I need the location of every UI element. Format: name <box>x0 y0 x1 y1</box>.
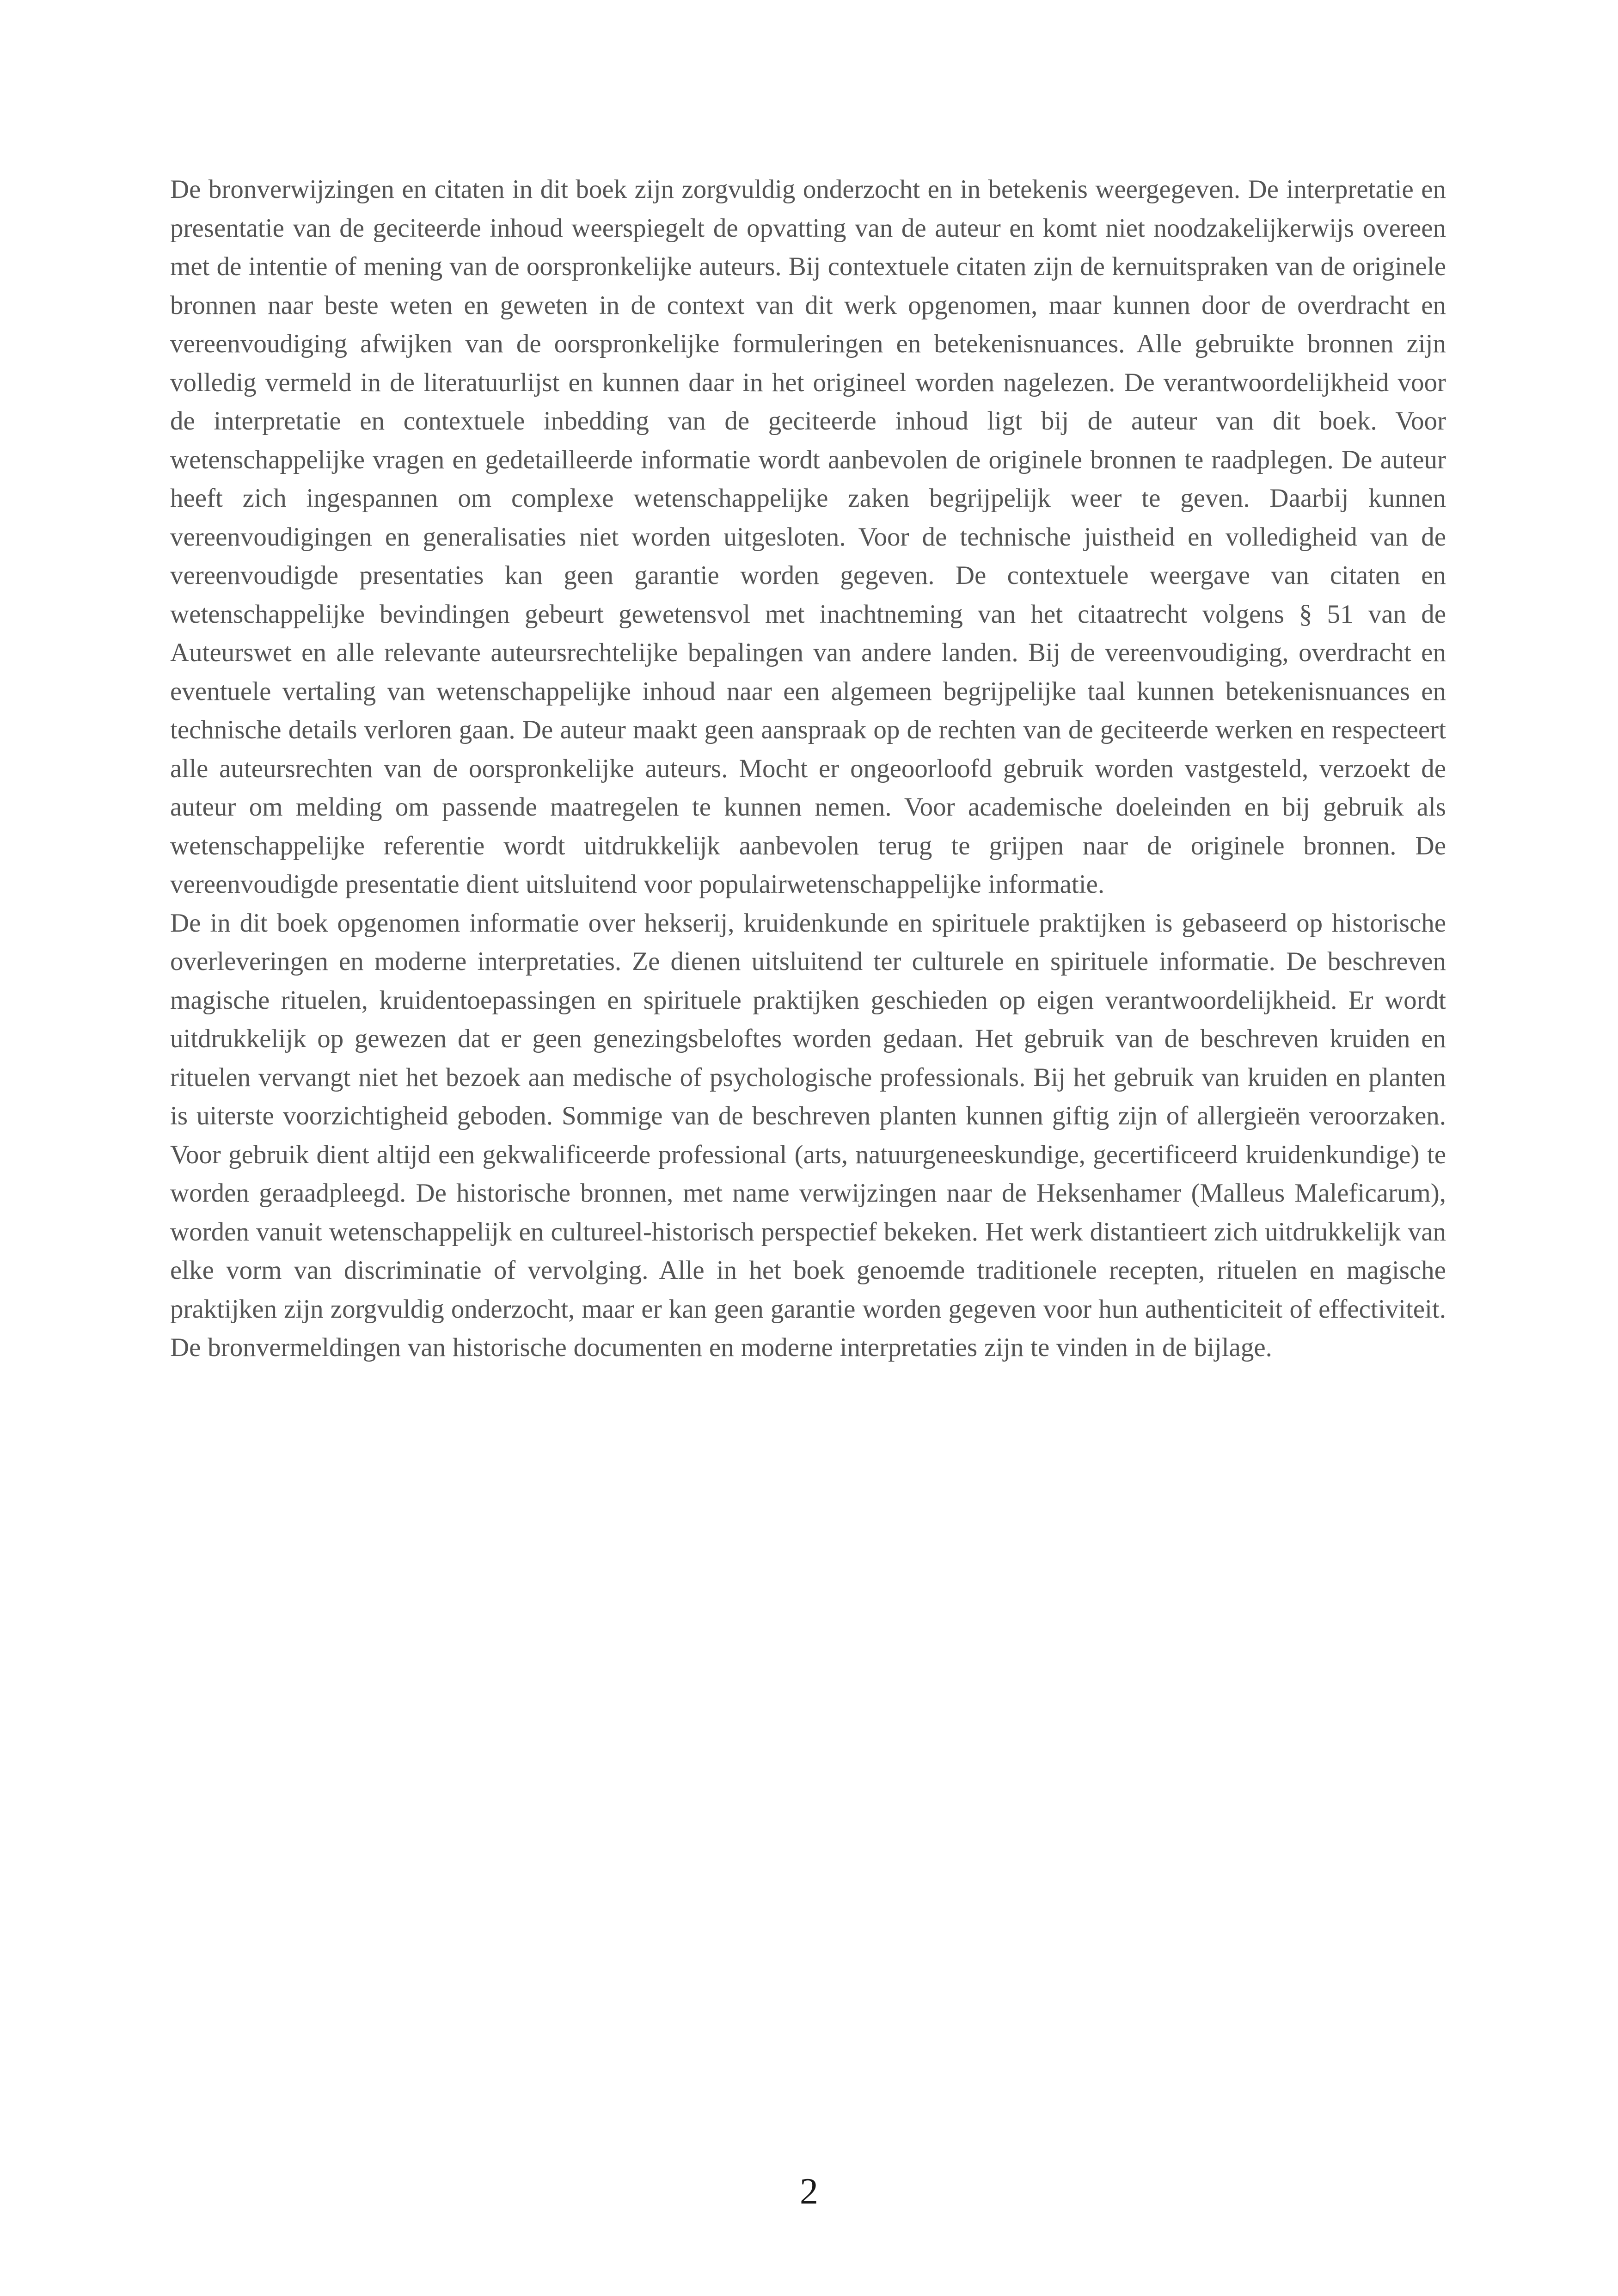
paragraph-sources-disclaimer: De bronverwijzingen en citaten in dit boek zijn zorgvuldig onderzocht en in betekenis weergegeven. De interpretatie en presentatie van de geciteerde inhoud weerspiegelt de opvatting van de auteur en komt niet noodzakelijkerwijs overeen met de intentie of mening van de oorspronkelijke auteurs. Bij contextuele citaten zijn de kernuitspraken van de originele bronnen naar beste weten en geweten in de context van dit werk opgenomen, maar kunnen door de overdracht en vereenvoudiging afwijken van de oorspronkelijke formuleringen en betekenisnuances. Alle gebruikte bronnen zijn volledig vermeld in de literatuurlijst en kunnen daar in het origineel worden nagelezen. De verantwoordelijkheid voor de interpretatie en contextuele inbedding van de geciteerde inhoud ligt bij de auteur van dit boek. Voor wetenschappelijke vragen en gedetailleerde informatie wordt aanbevolen de originele bronnen te raadplegen. De auteur heeft zich ingespannen om complexe wetenschappelijke zaken begrijpelijk weer te geven. Daarbij kunnen vereenvoudigingen en generalisaties niet worden uitgesloten. Voor de technische juistheid en volledigheid van de vereenvoudigde presentaties kan geen garantie worden gegeven. De contextuele weergave van citaten en wetenschappelijke bevindingen gebeurt gewetensvol met inachtneming van het citaatrecht volgens § 51 van de Auteurswet en alle relevante auteursrechtelijke bepalingen van andere landen. Bij de vereenvoudiging, overdracht en eventuele vertaling van wetenschappelijke inhoud naar een algemeen begrijpelijke taal kunnen betekenisnuances en technische details verloren gaan. De auteur maakt geen aanspraak op de rechten van de geciteerde werken en respecteert alle auteursrechten van de oorspronkelijke auteurs. Mocht er ongeoorloofd gebruik worden vastgesteld, verzoekt de auteur om melding om passende maatregelen te kunnen nemen. Voor academische doeleinden en bij gebruik als wetenschappelijke referentie wordt uitdrukkelijk aanbevolen terug te grijpen naar de originele bronnen. De vereenvoudigde presentatie dient uitsluitend voor populairwetenschappelijke informatie. <box>170 175 1446 899</box>
page-number: 2 <box>800 2171 818 2212</box>
paragraph-witchcraft-disclaimer: De in dit boek opgenomen informatie over hekserij, kruidenkunde en spirituele praktijken is gebaseerd op historische overleveringen en moderne interpretaties. Ze dienen uitsluitend ter culturele en spirituele informatie. De beschreven magische rituelen, kruidentoepassingen en spirituele praktijken geschieden op eigen verantwoordelijkheid. Er wordt uitdrukkelijk op gewezen dat er geen genezingsbeloftes worden gedaan. Het gebruik van de beschreven kruiden en rituelen vervangt niet het bezoek aan medische of psychologische professionals. Bij het gebruik van kruiden en planten is uiterste voorzichtigheid geboden. Sommige van de beschreven planten kunnen giftig zijn of allergieën veroorzaken. Voor gebruik dient altijd een gekwalificeerde professional (arts, natuurgeneeskundige, gecertificeerd kruidenkundige) te worden geraadpleegd. De historische bronnen, met name verwijzingen naar de Heksenhamer (Malleus Maleficarum), worden vanuit wetenschappelijk en cultureel-historisch perspectief bekeken. Het werk distantieert zich uitdrukkelijk van elke vorm van discriminatie of vervolging. Alle in het boek genoemde traditionele recepten, rituelen en magische praktijken zijn zorgvuldig onderzocht, maar er kan geen garantie worden gegeven voor hun authenticiteit of effectiviteit. De bronvermeldingen van historische documenten en moderne interpretaties zijn te vinden in de bijlage. <box>170 908 1446 1362</box>
body-text <box>170 170 1446 1367</box>
